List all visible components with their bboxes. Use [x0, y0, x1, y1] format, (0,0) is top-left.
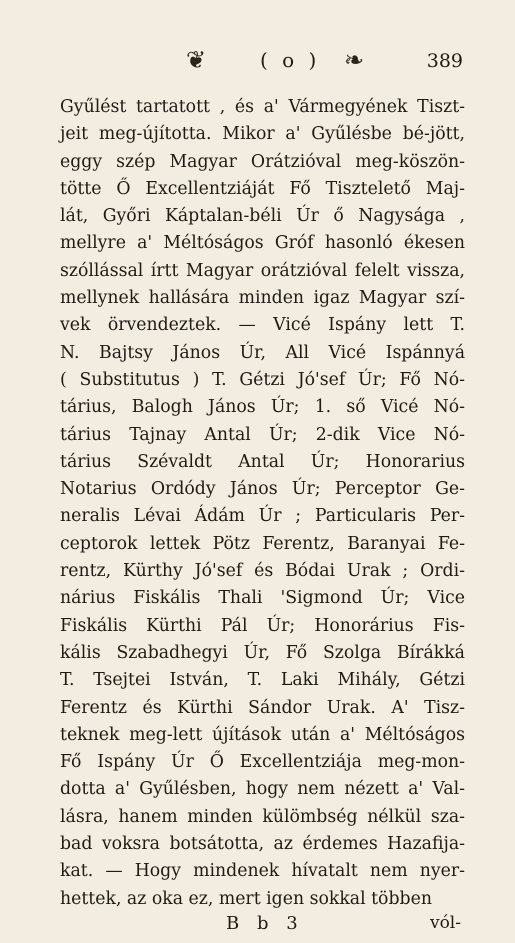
text-line: kat. — Hogy mindenek hívatalt nem nyer- [60, 861, 465, 882]
text-line: mellyre a' Méltóságos Gróf hasonló ékesen [60, 233, 465, 254]
text-line: ceptorok lettek Pötz Ferentz, Baranyai Fe- [60, 533, 465, 554]
text-line: tötte Ő Excellentziáját Fő Tisztelető Maj- [60, 178, 465, 199]
text-line: tárius Szévaldt Antal Úr; Honorarius [60, 451, 465, 472]
right-ornament-icon: ❧ [344, 46, 365, 74]
text-line: eggy szép Magyar Orátzióval meg-köszön- [60, 151, 465, 172]
text-line: szóllással írtt Magyar orátzióval felelt vissza, [60, 260, 465, 281]
text-line: lásra, hanem minden külömbség nélkül sza- [60, 806, 465, 827]
text-line: Notarius Ordódy János Úr; Perceptor Ge- [60, 479, 465, 500]
text-line: tárius Tajnay Antal Úr; 2-dik Vice Nó- [60, 424, 465, 445]
text-line: lát, Győri Káptalan-béli Úr ő Nagysága , [60, 206, 465, 227]
text-line: jeit meg-újította. Mikor a' Gyűlésbe bé-jött, [60, 124, 465, 145]
signature-mark: B b 3 [226, 912, 304, 934]
text-line: Fő Ispány Úr Ő Excellentziája meg-mon- [60, 752, 465, 773]
text-line: mellynek hallására minden igaz Magyar szí- [60, 288, 465, 309]
text-line: vek örvendeztek. — Vicé Ispány lett T. [60, 315, 465, 336]
text-line: ( Substitutus ) T. Gétzi Jó'sef Úr; Fő Nó- [60, 369, 465, 390]
text-line: bad voksra botsátotta, az érdemes Hazafija- [60, 834, 465, 855]
text-line: kális Szabadhegyi Úr, Fő Szolga Bírákká [60, 642, 465, 663]
text-line: hettek, az oka ez, mert igen sokkal többen [60, 888, 432, 909]
text-line: teknek meg-lett újítások után a' Méltóságos [60, 724, 465, 745]
page-footer [60, 913, 465, 943]
text-line: neralis Lévai Ádám Úr ; Particularis Per- [60, 506, 465, 527]
text-line: N. Bajtsy János Úr, All Vicé Ispánnyá [60, 342, 465, 363]
text-line: Gyűlést tartatott , és a' Vármegyének Tiszt- [60, 97, 465, 117]
text-line: nárius Fiskális Thali 'Sigmond Úr; Vice [60, 588, 465, 609]
text-line: Fiskális Kürthi Pál Úr; Honorárius Fis- [60, 615, 465, 636]
left-ornament-icon: ❦ [186, 46, 207, 74]
text-line: T. Tsejtei István, T. Laki Mihály, Gétzi [60, 670, 465, 691]
page-header [60, 46, 465, 90]
text-line: rentz, Kürthy Jó'sef és Bódai Urak ; Ordi- [60, 561, 465, 582]
page-marker: ( o ) [260, 48, 321, 72]
text-line: dotta a' Gyűlésben, hogy nem nézett a' Val- [60, 779, 465, 800]
page-number: 389 [426, 50, 463, 72]
text-line: Ferentz és Kürthi Sándor Urak. A' Tisz- [60, 697, 465, 718]
body-text [60, 94, 465, 913]
text-line: tárius, Balogh János Úr; 1. ső Vicé Nó- [60, 397, 465, 418]
catchword: vól- [429, 912, 461, 933]
